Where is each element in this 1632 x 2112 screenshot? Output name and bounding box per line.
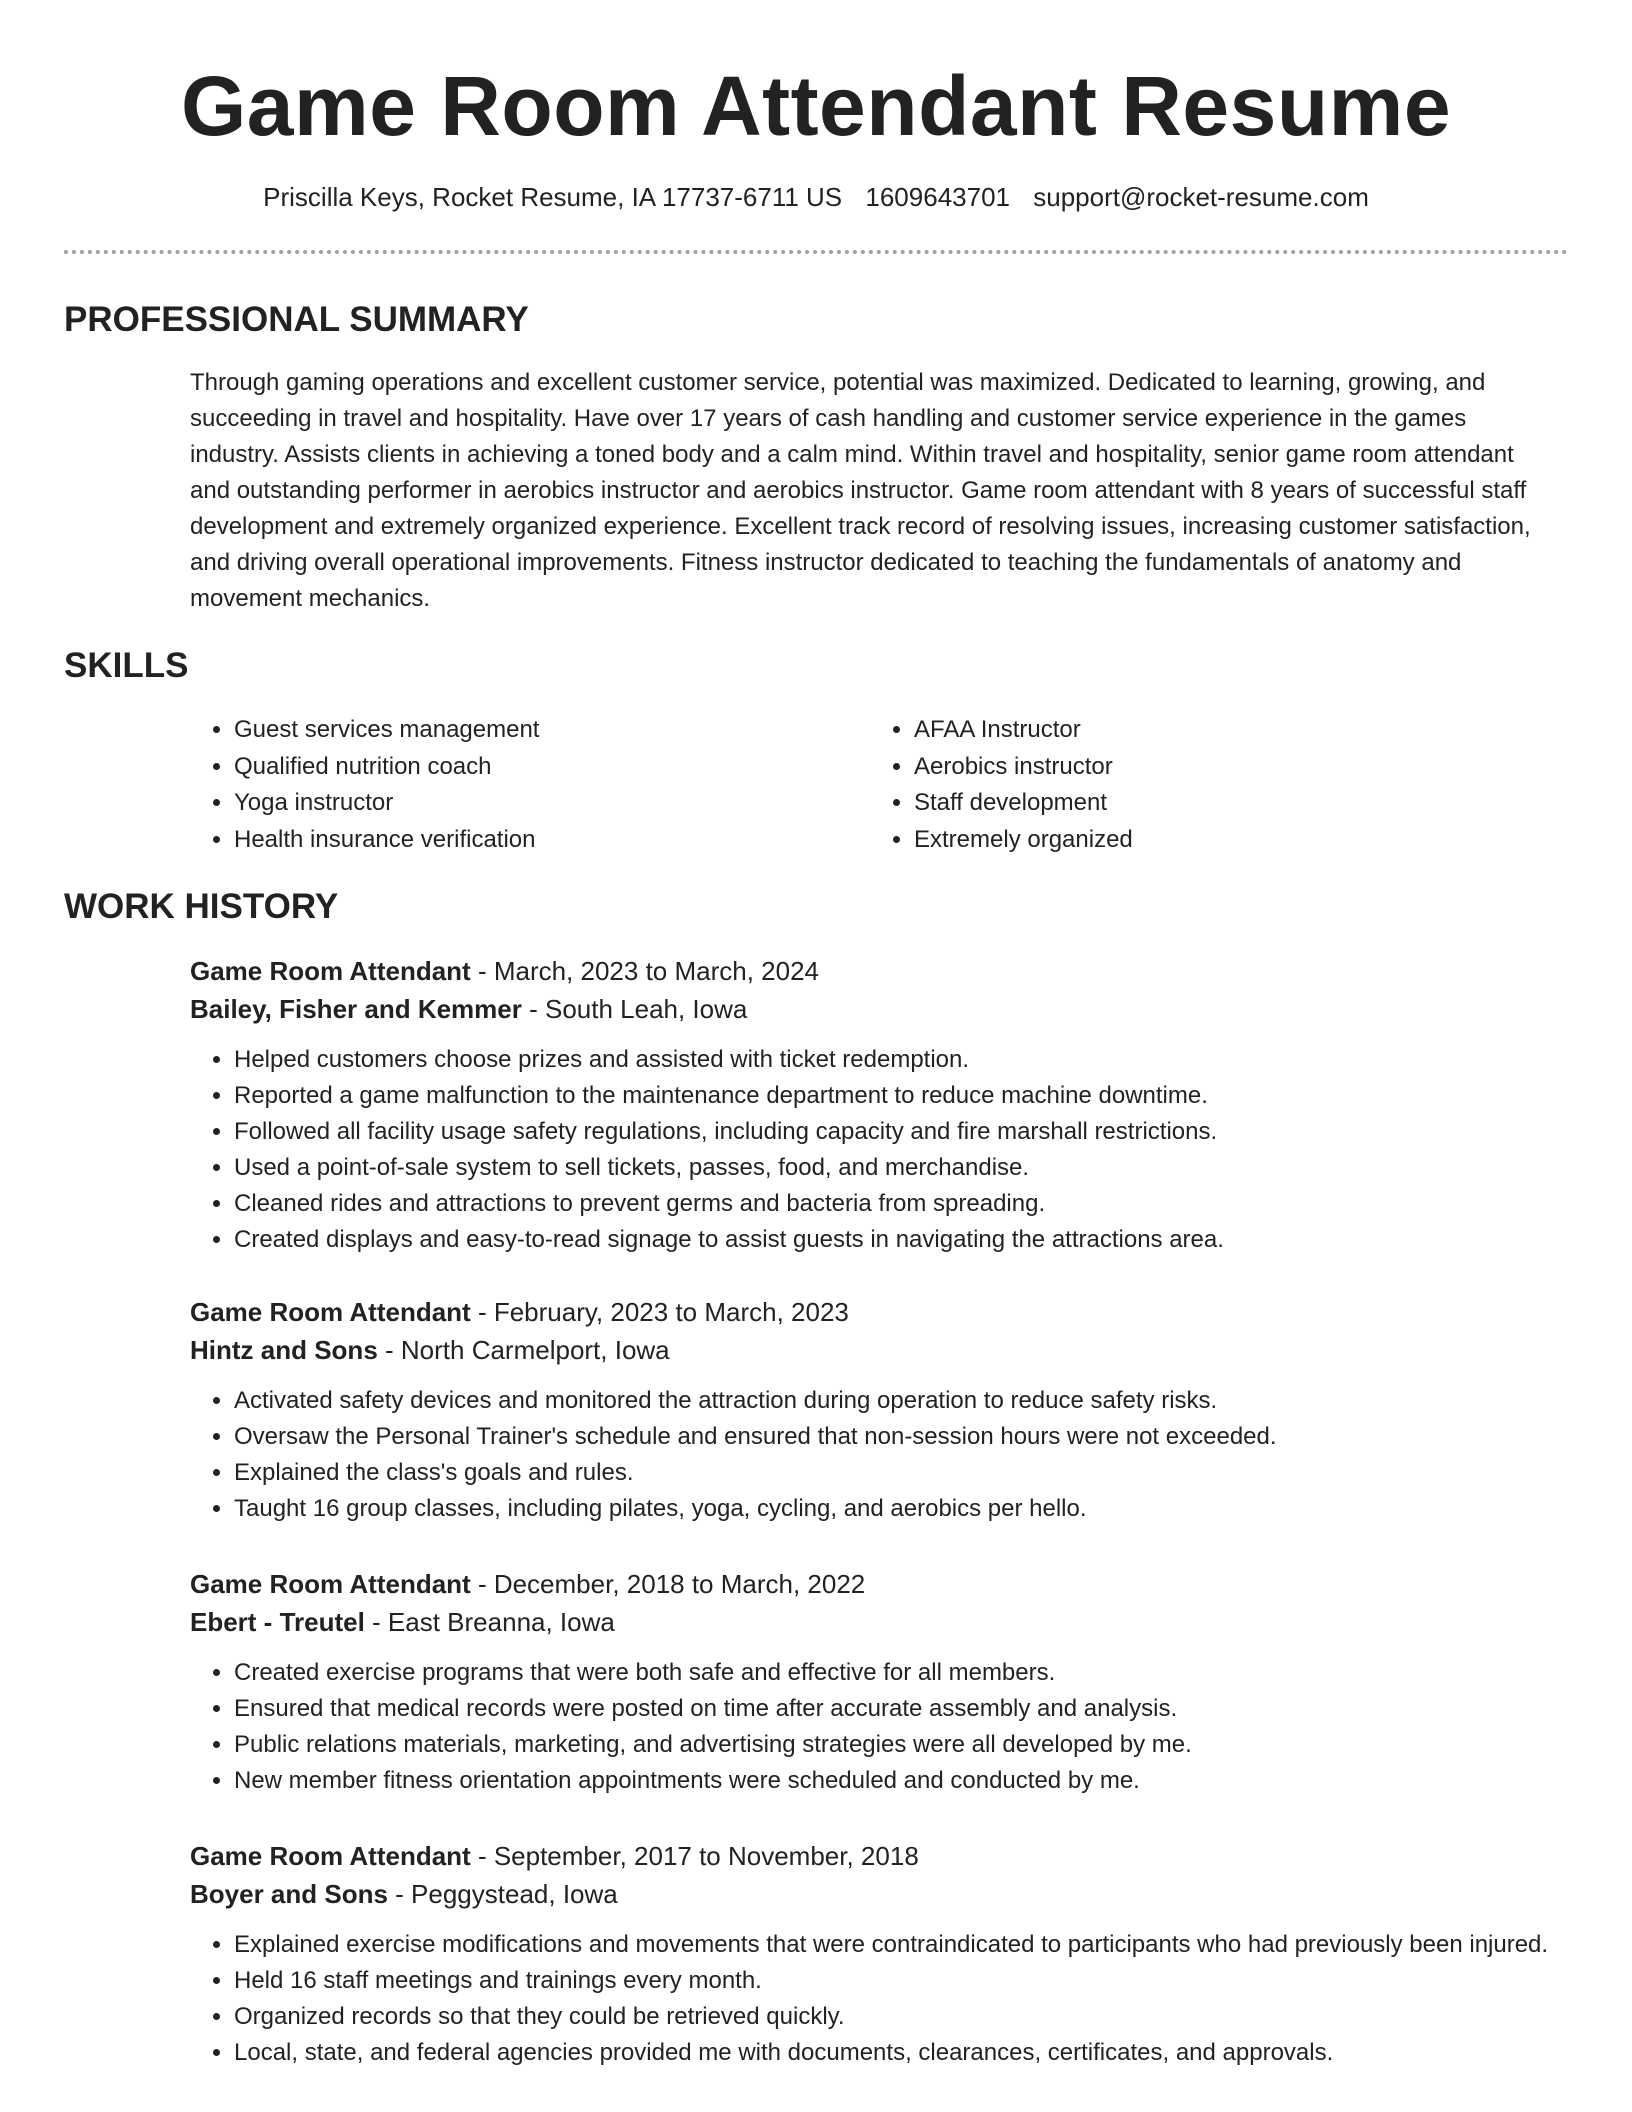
job-bullets — [190, 1927, 1550, 2071]
job-dates: - February, 2023 to March, 2023 — [470, 1297, 849, 1327]
job-company-line — [190, 1331, 1550, 1369]
job-bullets — [190, 1383, 1550, 1527]
job-bullet: • Activated safety devices and monitored the attraction during operation to reduce safety risks. — [234, 1383, 1550, 1419]
job-location: - Peggystead, Iowa — [387, 1879, 618, 1909]
job-bullet: • Used a point-of-sale system to sell tickets, passes, food, and merchandise. — [234, 1150, 1550, 1186]
job-bullet: • Organized records so that they could be retrieved quickly. — [234, 1999, 1550, 2035]
job-bullet: • Created displays and easy-to-read signage to assist guests in navigating the attractions area. — [234, 1222, 1550, 1258]
job-bullet: • Reported a game malfunction to the maintenance department to reduce machine downtime. — [234, 1078, 1550, 1114]
job-title-line — [190, 1565, 1550, 1603]
skill-item: • Aerobics instructor — [914, 749, 1514, 786]
job-bullet: • Created exercise programs that were both safe and effective for all members. — [234, 1655, 1550, 1691]
job-title: Game Room Attendant — [190, 956, 471, 986]
job-title-line — [190, 1837, 1550, 1875]
contact-email: support@rocket-resume.com — [1033, 182, 1369, 212]
job-company-line — [190, 1603, 1550, 1641]
job-bullet: • New member fitness orientation appointments were scheduled and conducted by me. — [234, 1763, 1550, 1799]
skill-item: • Health insurance verification — [234, 822, 834, 859]
job-bullets — [190, 1655, 1550, 1799]
contact-line — [0, 180, 1632, 214]
job-bullet: • Local, state, and federal agencies provided me with documents, clearances, certificates, and approvals. — [234, 2035, 1550, 2071]
job-bullet: • Oversaw the Personal Trainer's schedule and ensured that non-session hours were not exceeded. — [234, 1419, 1550, 1455]
job-title: Game Room Attendant — [190, 1841, 471, 1871]
skill-item: • Yoga instructor — [234, 785, 834, 822]
job-entry — [190, 952, 1550, 1258]
skill-item: • Staff development — [914, 785, 1514, 822]
skills-list-left — [190, 712, 834, 859]
job-bullet: • Taught 16 group classes, including pilates, yoga, cycling, and aerobics per hello. — [234, 1491, 1550, 1527]
job-title: Game Room Attendant — [190, 1569, 471, 1599]
job-dates: - September, 2017 to November, 2018 — [470, 1841, 919, 1871]
job-company-line — [190, 1875, 1550, 1913]
summary-text: Through gaming operations and excellent customer service, potential was maximized. Dedicated to learning, growing, and succeeding in travel and hospitality. Have over 17 years of cash handling and customer service experience in the games industry. Assists clients in achieving a toned body and a calm mind. Within travel and hospitality, senior game room attendant and outstanding performer in aerobics instructor and aerobics instructor. Game room attendant with 8 years of successful staff development and extremely organized experience. Excellent track record of resolving issues, increasing customer satisfaction, and driving overall operational improvements. Fitness instructor dedicated to teaching the fundamentals of anatomy and movement mechanics. — [190, 369, 1531, 612]
skill-item: • Extremely organized — [914, 822, 1514, 859]
job-bullet: • Followed all facility usage safety regulations, including capacity and fire marshall restrictions. — [234, 1114, 1550, 1150]
job-entry — [190, 1293, 1550, 1527]
job-title-line — [190, 952, 1550, 990]
job-company: Boyer and Sons — [190, 1879, 388, 1909]
summary-heading: PROFESSIONAL SUMMARY — [64, 300, 529, 339]
job-bullet: • Ensured that medical records were posted on time after accurate assembly and analysis. — [234, 1691, 1550, 1727]
job-bullets — [190, 1042, 1550, 1258]
skill-item: • AFAA Instructor — [914, 712, 1514, 749]
job-entry — [190, 1837, 1550, 2071]
job-location: - North Carmelport, Iowa — [377, 1335, 670, 1365]
job-title-line — [190, 1293, 1550, 1331]
job-location: - East Breanna, Iowa — [364, 1607, 615, 1637]
job-company-line — [190, 990, 1550, 1028]
resume-title: Game Room Attendant Resume — [180, 59, 1452, 153]
job-company: Ebert - Treutel — [190, 1607, 365, 1637]
skills-list-right — [870, 712, 1514, 859]
job-location: - South Leah, Iowa — [521, 994, 748, 1024]
job-bullet: • Helped customers choose prizes and assisted with ticket redemption. — [234, 1042, 1550, 1078]
contact-phone: 1609643701 — [865, 182, 1010, 212]
job-bullet: • Held 16 staff meetings and trainings every month. — [234, 1963, 1550, 1999]
skill-item: • Guest services management — [234, 712, 834, 749]
job-bullet: • Explained the class's goals and rules. — [234, 1455, 1550, 1491]
job-title: Game Room Attendant — [190, 1297, 471, 1327]
job-dates: - March, 2023 to March, 2024 — [470, 956, 820, 986]
job-company: Hintz and Sons — [190, 1335, 378, 1365]
job-dates: - December, 2018 to March, 2022 — [470, 1569, 866, 1599]
job-company: Bailey, Fisher and Kemmer — [190, 994, 522, 1024]
work-history-heading: WORK HISTORY — [64, 887, 339, 926]
skills-heading: SKILLS — [64, 646, 189, 685]
header-divider — [64, 250, 1568, 254]
skill-item: • Qualified nutrition coach — [234, 749, 834, 786]
job-entry — [190, 1565, 1550, 1799]
job-bullet: • Cleaned rides and attractions to prevent germs and bacteria from spreading. — [234, 1186, 1550, 1222]
job-bullet: • Explained exercise modifications and movements that were contraindicated to participants who had previously been injured. — [234, 1927, 1550, 1963]
contact-address: Priscilla Keys, Rocket Resume, IA 17737-6711 US — [263, 182, 843, 212]
job-bullet: • Public relations materials, marketing, and advertising strategies were all developed by me. — [234, 1727, 1550, 1763]
